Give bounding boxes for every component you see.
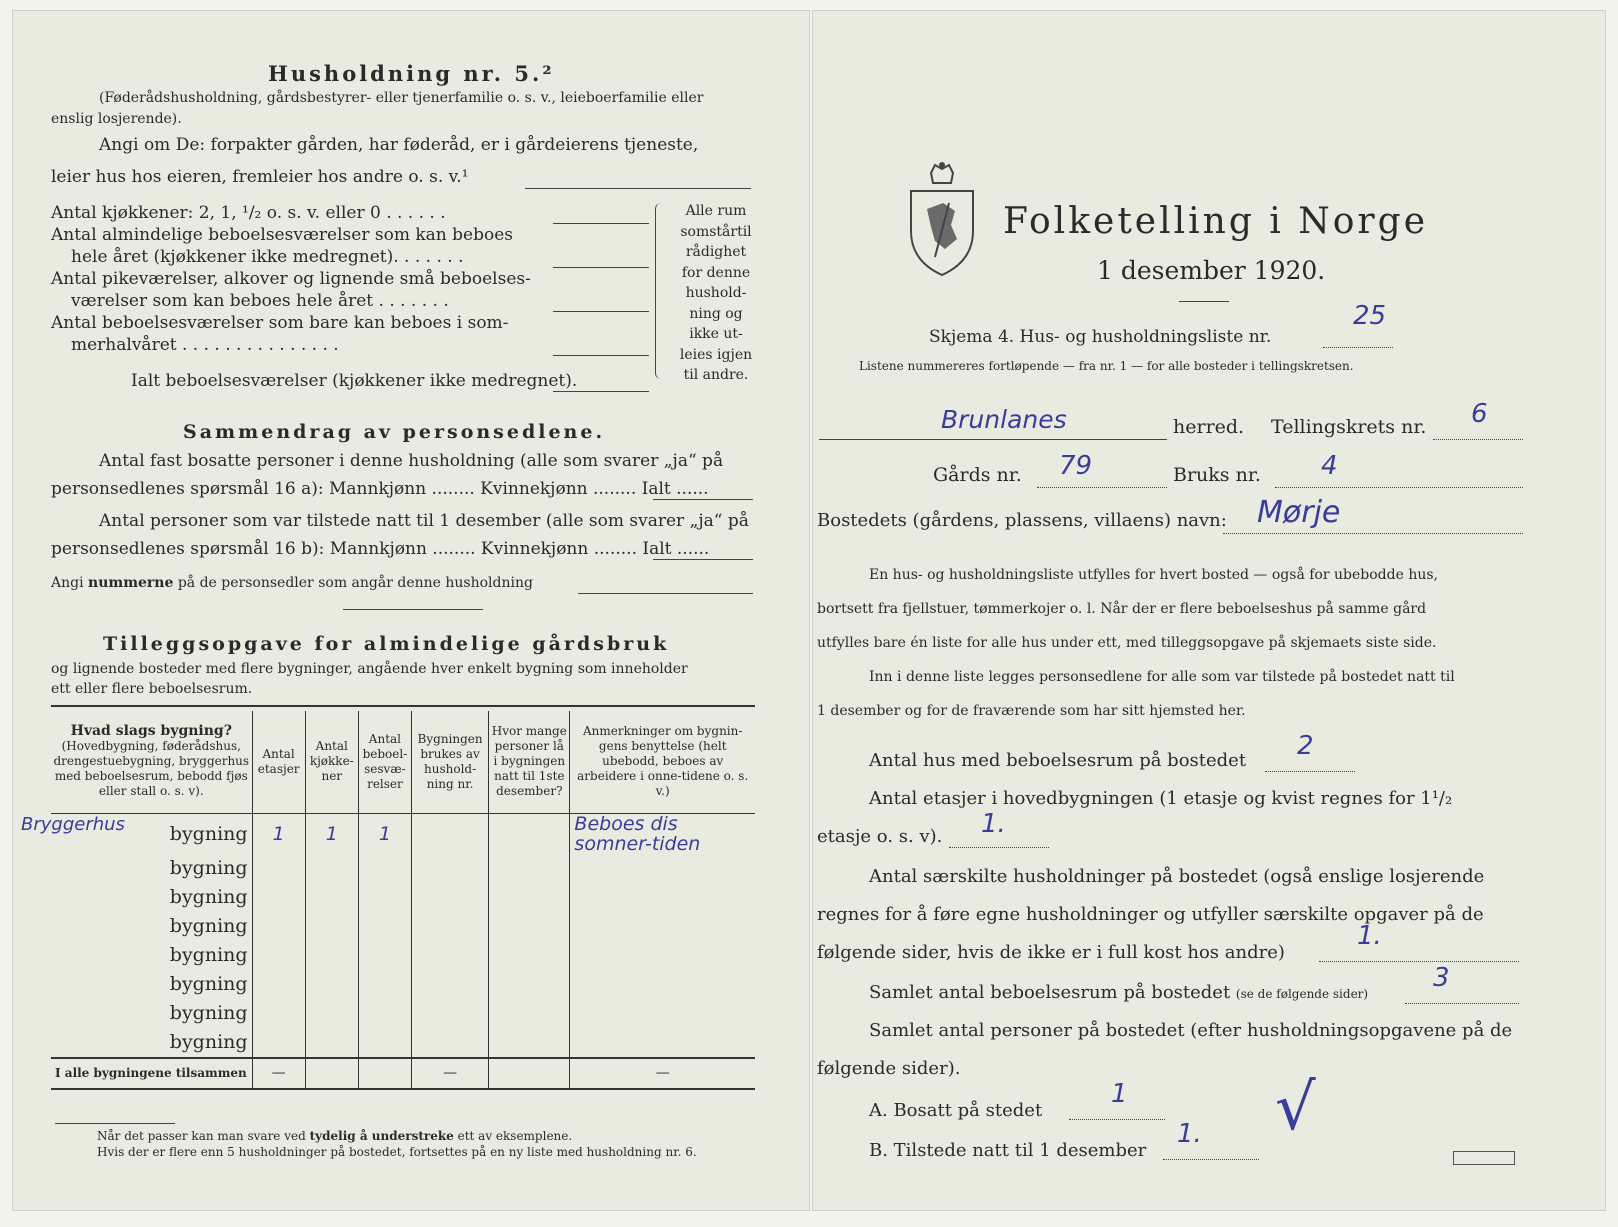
bracket-note-line: til andre.: [683, 367, 749, 383]
etasjer-cell[interactable]: 1: [252, 813, 305, 854]
personer-cell[interactable]: [489, 999, 570, 1028]
schema-label: Skjema 4. Hus- og husholdningsliste nr.: [929, 327, 1272, 347]
total-personer[interactable]: [489, 1058, 570, 1089]
personer-cell[interactable]: [489, 941, 570, 970]
personer-cell[interactable]: [489, 970, 570, 999]
bygning-label: bygning: [169, 1031, 248, 1053]
anmerkning-cell[interactable]: [570, 1028, 755, 1058]
q-etasjer-line: [949, 847, 1049, 848]
coat-of-arms-icon: [905, 161, 979, 279]
footnote-1: [97, 1129, 572, 1143]
q-rum: [869, 983, 1368, 1004]
instruction-4: Inn i denne liste legges personsedlene for alle som var tilstede på bostedet natt til: [869, 669, 1455, 685]
vaerelser-cell[interactable]: [358, 941, 411, 970]
building-name-cell[interactable]: [51, 999, 252, 1028]
table-row: [51, 941, 755, 970]
total-row-label: I alle bygningene tilsammen: [55, 1066, 247, 1080]
anmerkning-cell[interactable]: [570, 970, 755, 999]
q-personer-2: følgende sider).: [817, 1058, 961, 1079]
col-kjokkener: Antal kjøkke-ner: [305, 711, 358, 813]
angi-answer-line[interactable]: [525, 188, 751, 189]
bruks-value[interactable]: 4: [1321, 451, 1338, 481]
q-hus-line: [1265, 771, 1355, 772]
title-divider: [1179, 301, 1229, 302]
kjokkener-cell[interactable]: [305, 1028, 358, 1058]
husholdning-cell[interactable]: [411, 912, 488, 941]
section-divider: [343, 609, 483, 610]
sommer-answer-line[interactable]: [553, 355, 649, 356]
q-rum-value[interactable]: 3: [1433, 963, 1450, 993]
building-name-cell[interactable]: [51, 912, 252, 941]
personer-cell[interactable]: [489, 883, 570, 912]
bracket-note-line: ikke ut-: [689, 326, 743, 342]
b-label: B. Tilstede natt til 1 desember: [869, 1140, 1147, 1161]
table-total-row: [51, 1058, 755, 1089]
bracket-note-line: leies igjen: [679, 346, 753, 363]
instruction-5: 1 desember og for de fraværende som har sitt hjemsted her.: [817, 703, 1246, 719]
bygning-label: bygning: [169, 886, 248, 908]
summary-line-2: personsedlenes spørsmål 16 a): Mannkjønn ........ Kvinnekjønn ........ Ialt ......: [51, 479, 709, 499]
vaerelser-cell[interactable]: [358, 970, 411, 999]
right-page: [812, 10, 1606, 1211]
footnote-2: Hvis der er flere enn 5 husholdninger på bostedet, fortsettes på en ny liste med husholdning nr. 6.: [97, 1145, 697, 1159]
vaerelser-cell[interactable]: [358, 854, 411, 883]
total-vaerelser[interactable]: [358, 1058, 411, 1089]
angi-line-2: leier hus hos eieren, fremleier hos andre o. s. v.¹: [51, 167, 469, 187]
kjokkener-cell[interactable]: [305, 883, 358, 912]
kjokkener-answer-line[interactable]: [553, 223, 649, 224]
rooms-line-5: værelser som kan beboes hele året . . . . . . .: [71, 291, 449, 311]
personer-cell[interactable]: [489, 854, 570, 883]
building-name-cell[interactable]: [51, 941, 252, 970]
building-name-hw: Bryggerhus: [21, 813, 125, 835]
anmerkning-cell[interactable]: [570, 883, 755, 912]
tillegg-note-line-2: ett eller flere beboelsesrum.: [51, 681, 253, 697]
q-sarskilte-2: regnes for å føre egne husholdninger og utfyller særskilte opgaver på de: [817, 904, 1484, 925]
summary-line-3: Antal personer som var tilstede natt til 1 desember (alle som svarer „ja“ på: [99, 511, 749, 531]
col-building-type-title: Hvad slags bygning?: [70, 723, 232, 740]
q-rum-label: Samlet antal beboelsesrum på bostedet: [869, 982, 1231, 1003]
tillegg-note-line-1: og lignende bosteder med flere bygninger, angående hver enkelt bygning som inneholder: [51, 661, 688, 677]
vaerelser-cell[interactable]: [358, 999, 411, 1028]
nummerne-answer-line[interactable]: [578, 593, 753, 594]
bracket-note-line: for denne: [681, 264, 751, 281]
q-rum-line: [1405, 1003, 1519, 1004]
bosted-value[interactable]: Mørje: [1257, 495, 1341, 530]
footnote-1c: ett av eksemplene.: [453, 1129, 573, 1143]
q-etasjer-label-2: etasje o. s. v).: [817, 826, 943, 847]
angi-line-1: Angi om De: forpakter gården, har føderåd, er i gårdeierens tjeneste,: [99, 135, 699, 155]
q-personer-1: Samlet antal personer på bostedet (efter husholdningsopgavene på de: [869, 1020, 1513, 1041]
rooms-line-4: Antal pikeværelser, alkover og lignende små beboelses-: [51, 269, 531, 289]
vaerelser-cell[interactable]: [358, 912, 411, 941]
personer-cell[interactable]: [489, 912, 570, 941]
bracket-note-line: rådighet: [685, 244, 747, 260]
bruks-line: [1275, 487, 1523, 488]
instruction-3: utfylles bare én liste for alle hus under ett, med tilleggsopgave på skjemaets siste side.: [817, 635, 1437, 651]
q-hus-value[interactable]: 2: [1297, 731, 1314, 761]
vaerelser-cell[interactable]: 1: [358, 813, 411, 854]
table-row: [51, 912, 755, 941]
pikevaerelser-answer-line[interactable]: [553, 311, 649, 312]
anmerkning-cell[interactable]: [570, 941, 755, 970]
q-sarskilte-line: [1319, 961, 1519, 962]
household-note-line-1: (Føderådshusholdning, gårdsbestyrer- eller tjenerfamilie o. s. v., leieboerfamilie eller: [99, 90, 704, 106]
kjokkener-cell[interactable]: [305, 941, 358, 970]
a-value[interactable]: 1: [1111, 1079, 1128, 1109]
ialt-16a-line[interactable]: [653, 499, 753, 500]
husholdning-cell[interactable]: [411, 970, 488, 999]
left-page: [12, 10, 810, 1211]
col-building-type: [51, 711, 252, 813]
q-etasjer-label-1: Antal etasjer i hovedbygningen (1 etasje og kvist regnes for 1¹/₂: [869, 788, 1453, 809]
summary-line-1: Antal fast bosatte personer i denne husholdning (alle som svarer „ja“ på: [99, 451, 724, 471]
bosted-line: [1223, 533, 1523, 534]
anmerkning-cell[interactable]: Beboes dis somner-tiden: [570, 813, 755, 854]
rooms-line-6: Antal beboelsesværelser som bare kan beboes i som-: [51, 313, 509, 333]
q-sarskilte-value[interactable]: 1.: [1357, 921, 1382, 951]
q-hus-label: Antal hus med beboelsesrum på bostedet: [869, 750, 1247, 771]
herred-label: herred.: [1173, 416, 1245, 438]
building-name-cell[interactable]: [51, 970, 252, 999]
herred-value[interactable]: Brunlanes: [941, 405, 1067, 434]
anmerkning-cell[interactable]: [570, 854, 755, 883]
etasjer-cell[interactable]: [252, 883, 305, 912]
total-rooms-label: Ialt beboelsesværelser (kjøkkener ikke medregnet).: [131, 371, 578, 391]
table-row: [51, 970, 755, 999]
schema-nr-value[interactable]: 25: [1353, 301, 1387, 331]
col-vaerelser: Antal beboel-sesvæ-relser: [358, 711, 411, 813]
printer-stamp-icon: [1453, 1151, 1515, 1165]
angi-nummerne-a: Angi: [51, 575, 89, 591]
angi-nummerne-c: på de personsedler som angår denne husholdning: [173, 575, 533, 591]
husholdning-cell[interactable]: [411, 1028, 488, 1058]
husholdning-cell[interactable]: [411, 813, 488, 854]
rooms-line-2: Antal almindelige beboelsesværelser som kan beboes: [51, 225, 513, 245]
bygning-label: bygning: [169, 1002, 248, 1024]
summary-line-4: personsedlenes spørsmål 16 b): Mannkjønn ........ Kvinnekjønn ........ Ialt ......: [51, 539, 710, 559]
household-title: Husholdning nr. 5.²: [268, 61, 555, 86]
bracket-note-line: hushold-: [685, 285, 747, 301]
schema-nr-line: [1323, 347, 1393, 348]
bygning-label: bygning: [169, 857, 248, 879]
col-building-type-desc: (Hovedbygning, føderådshus, drengestuebygning, bryggerhus med beboelsesrum, bebodd fjøs eller stall o. s. v).: [53, 739, 250, 799]
q-sarskilte-3: følgende sider, hvis de ikke er i full kost hos andre): [817, 942, 1285, 963]
kjokkener-cell[interactable]: [305, 912, 358, 941]
husholdning-cell[interactable]: [411, 999, 488, 1028]
q-etasjer-value[interactable]: 1.: [981, 809, 1006, 839]
gards-label: Gårds nr.: [933, 464, 1022, 486]
vaerelser-cell[interactable]: [358, 883, 411, 912]
etasjer-cell[interactable]: [252, 941, 305, 970]
footnote-1a: Når det passer kan man svare ved: [97, 1129, 310, 1143]
total-anmerkning[interactable]: —: [570, 1058, 755, 1089]
building-table: [21, 711, 755, 1090]
etasjer-cell[interactable]: [252, 854, 305, 883]
etasjer-cell[interactable]: [252, 970, 305, 999]
table-top-rule: [51, 705, 755, 707]
almindelige-answer-line[interactable]: [553, 267, 649, 268]
building-name-cell[interactable]: [51, 854, 252, 883]
bosted-label: Bostedets (gårdens, plassens, villaens) navn:: [817, 510, 1227, 531]
check-mark: √: [1275, 1071, 1316, 1145]
etasjer-cell[interactable]: [252, 999, 305, 1028]
total-rooms-answer-line[interactable]: [553, 391, 649, 392]
gards-line: [1037, 487, 1167, 488]
tellingskrets-value[interactable]: 6: [1471, 399, 1488, 429]
table-row: [51, 999, 755, 1028]
bygning-label: bygning: [169, 822, 248, 845]
angi-nummerne: [51, 575, 533, 591]
total-kjokkener[interactable]: [305, 1058, 358, 1089]
a-label: A. Bosatt på stedet: [869, 1100, 1043, 1121]
b-line: [1163, 1159, 1259, 1160]
personer-cell[interactable]: [489, 1028, 570, 1058]
table-row: [51, 883, 755, 912]
q-rum-note: (se de følgende sider): [1235, 987, 1369, 1001]
angi-nummerne-b: nummerne: [88, 575, 174, 591]
personer-cell[interactable]: [489, 813, 570, 854]
col-etasjer: Antal etasjer: [252, 711, 305, 813]
anmerkning-cell[interactable]: [570, 912, 755, 941]
table-row: [51, 813, 755, 854]
rooms-line-1: Antal kjøkkener: 2, 1, ¹/₂ o. s. v. eller 0 . . . . . .: [51, 203, 446, 223]
total-husholdning[interactable]: —: [411, 1058, 488, 1089]
footnote-1b: tydelig å understreke: [309, 1129, 454, 1143]
etasjer-cell[interactable]: [252, 912, 305, 941]
bygning-label: bygning: [169, 973, 248, 995]
bracket-note-line: Alle rum: [685, 203, 747, 219]
anmerkning-cell[interactable]: [570, 999, 755, 1028]
total-etasjer[interactable]: —: [252, 1058, 305, 1089]
herred-line: [819, 439, 1167, 440]
b-value[interactable]: 1.: [1177, 1119, 1202, 1149]
bracket-note-line: ning og: [689, 305, 743, 322]
husholdning-cell[interactable]: [411, 941, 488, 970]
table-row: [51, 1028, 755, 1058]
bygning-label: bygning: [169, 944, 248, 966]
kjokkener-cell[interactable]: [305, 970, 358, 999]
bygning-label: bygning: [169, 915, 248, 937]
footnote-rule: [55, 1123, 175, 1124]
building-name-cell[interactable]: [51, 1028, 252, 1058]
bruks-label: Bruks nr.: [1173, 464, 1261, 486]
rooms-line-7: merhalvåret . . . . . . . . . . . . . . .: [71, 335, 339, 355]
building-name-cell[interactable]: [51, 883, 252, 912]
rooms-bracket-note: [673, 201, 759, 386]
form-title: Folketelling i Norge: [1003, 201, 1428, 242]
rooms-bracket: [655, 203, 668, 379]
tellingskrets-label: Tellingskrets nr.: [1271, 416, 1427, 438]
a-line: [1069, 1119, 1165, 1120]
rooms-line-3: hele året (kjøkkener ikke medregnet). . . . . . .: [71, 247, 464, 267]
husholdning-cell[interactable]: [411, 883, 488, 912]
col-personer: Hvor mange personer lå i bygningen natt til 1ste desember?: [489, 711, 570, 813]
listene-note: Listene nummereres fortløpende — fra nr. 1 — for alle bosteder i tellingskretsen.: [859, 359, 1354, 373]
building-name-cell[interactable]: [21, 813, 252, 854]
summary-title: Sammendrag av personsedlene.: [183, 421, 606, 443]
col-husholdning: Bygningen brukes av hushold-ning nr.: [411, 711, 488, 813]
table-row: [51, 854, 755, 883]
kjokkener-cell[interactable]: 1: [305, 813, 358, 854]
form-date: 1 desember 1920.: [1097, 256, 1326, 285]
etasjer-cell[interactable]: [252, 1028, 305, 1058]
kjokkener-cell[interactable]: [305, 999, 358, 1028]
instruction-2: bortsett fra fjellstuer, tømmerkojer o. l. Når der er flere beboelseshus på samme gård: [817, 601, 1427, 617]
tillegg-title: Tilleggsopgave for almindelige gårdsbruk: [103, 633, 670, 655]
instruction-1: En hus- og husholdningsliste utfylles for hvert bosted — også for ubebodde hus,: [869, 567, 1438, 583]
gards-value[interactable]: 79: [1059, 451, 1093, 481]
husholdning-cell[interactable]: [411, 854, 488, 883]
tellingskrets-line: [1433, 439, 1523, 440]
col-anmerkninger: Anmerkninger om bygnin-gens benyttelse (helt ubebodd, beboes av arbeidere i onne-tidene o. s. v.): [570, 711, 755, 813]
bracket-note-line: somstårtil: [680, 223, 752, 240]
household-note-line-2: enslig losjerende).: [51, 111, 182, 127]
ialt-16b-line[interactable]: [653, 559, 753, 560]
q-sarskilte-1: Antal særskilte husholdninger på bostedet (også enslige losjerende: [869, 866, 1485, 887]
kjokkener-cell[interactable]: [305, 854, 358, 883]
vaerelser-cell[interactable]: [358, 1028, 411, 1058]
